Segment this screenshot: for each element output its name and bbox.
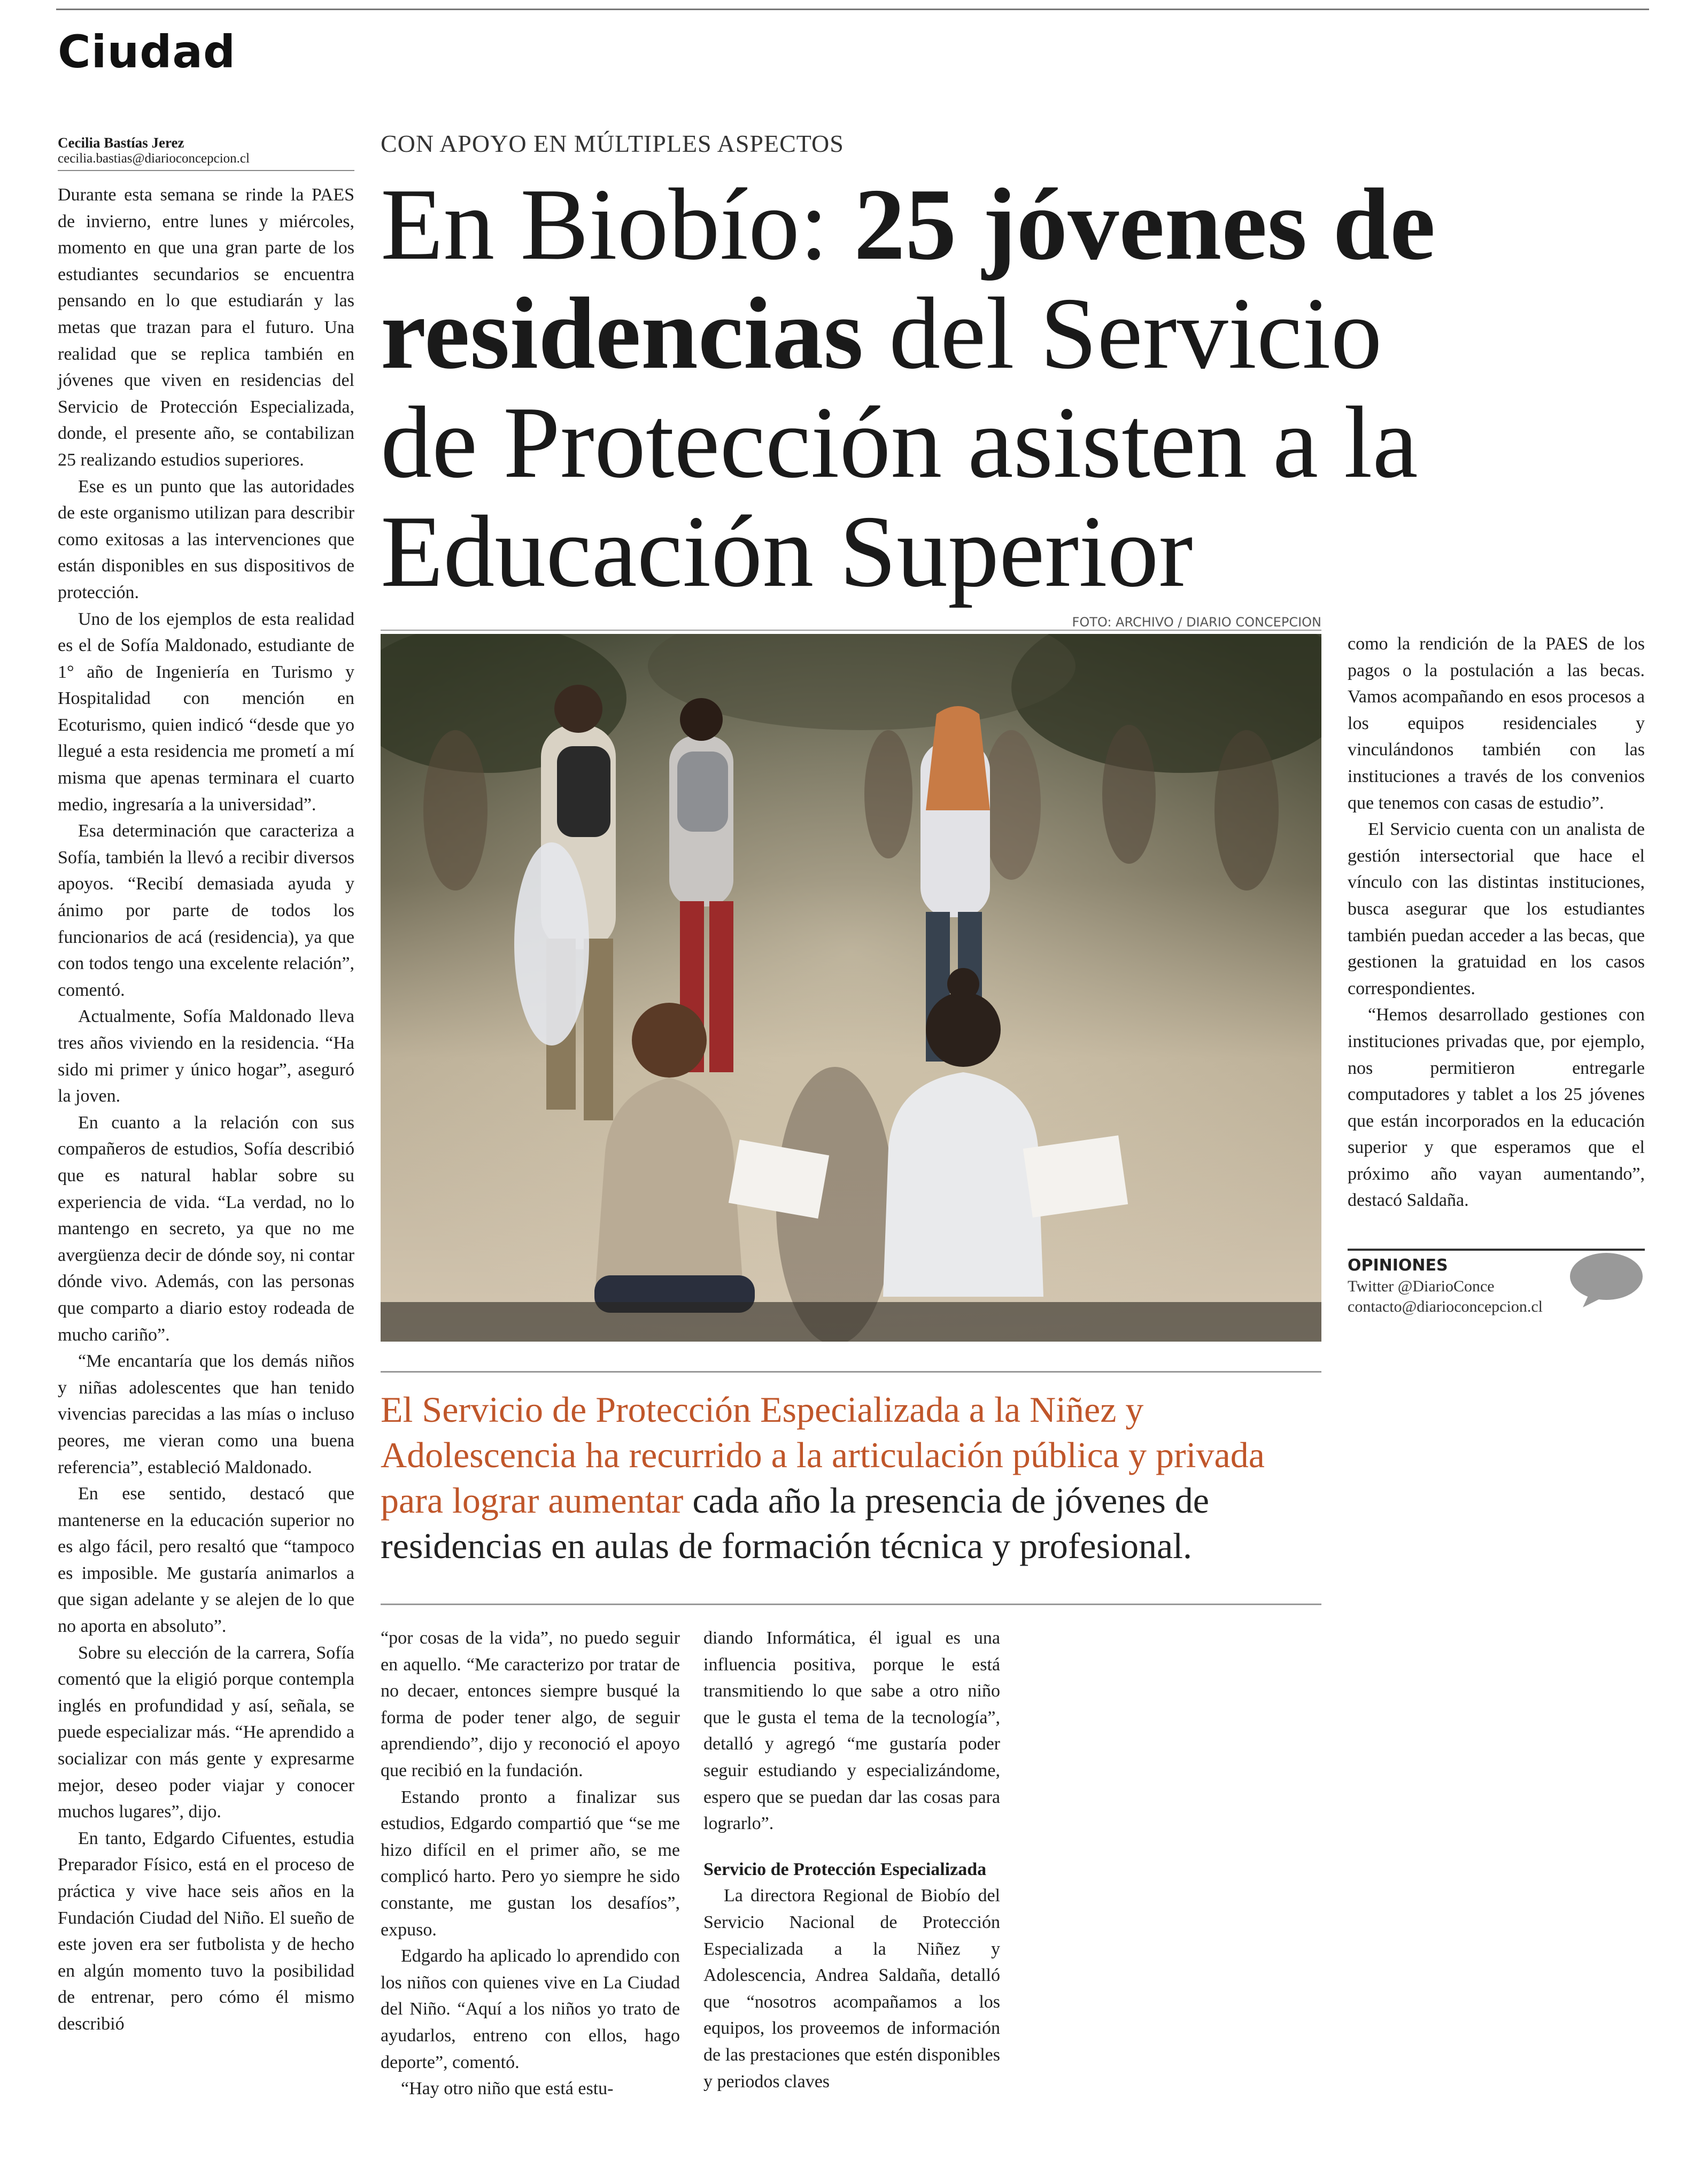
article-column-mid-1 bbox=[381, 1625, 680, 2102]
pullquote-rest: cada año la presencia de jóvenes de residencias en aulas de formación técnica y profesional. bbox=[381, 1480, 1209, 1566]
paragraph: El Servicio cuenta con un analista de gestión intersectorial que hace el vínculo con las distintas instituciones, busca asegurar que los estudiantes también puedan acceder a las becas, que gestionen la gratuidad en los casos correspondientes. bbox=[1348, 819, 1645, 998]
article-column-left bbox=[58, 182, 354, 2038]
paragraph: “Hemos desarrollado gestiones con instituciones privadas que, por ejemplo, nos permitieron entregarle computadores y tablet a los 25 jóvenes que están incorporados en la educación superior y que esperamos que el próximo año vayan aumentando”, destacó Saldaña. bbox=[1348, 1005, 1645, 1211]
pullquote bbox=[381, 1387, 1321, 1569]
paragraph: Esa determinación que caracteriza a Sofía, también la llevó a recibir diversos apoyos. “Recibí demasiada ayuda y ánimo por parte de todos los funcionarios de acá (residencia), ya que con todos tengo una excelente relación”, comentó. bbox=[58, 821, 354, 1000]
article-headline bbox=[381, 167, 1444, 608]
headline-part-2: del Servicio de Protección asisten a la Educación Superior bbox=[381, 276, 1418, 608]
paragraph: Ese es un punto que las autoridades de este organismo utilizan para describir como exitosas a las intervenciones que están disponibles en sus dispositivos de protección. bbox=[58, 476, 354, 602]
paragraph: Edgardo ha aplicado lo aprendido con los niños con quienes vive en La Ciudad del Niño. “Aquí a los niños yo trato de ayudarlos, entreno con ellos, hago deporte”, comentó. bbox=[381, 1946, 680, 2072]
paragraph: En ese sentido, destacó que mantenerse en la educación superior no es algo fácil, pero resaltó que “tampoco es imposible. Me gustaría animarlos a que sigan adelante y se alejen de lo que no aporta en absoluto”. bbox=[58, 1484, 354, 1637]
article-subhead: Servicio de Protección Especializada bbox=[703, 1859, 987, 1879]
headline-part-1: En Biobío: bbox=[381, 167, 854, 281]
paragraph: Durante esta semana se rinde la PAES de invierno, entre lunes y miércoles, momento en que una gran parte de los estudiantes secundarios se encuentra pensando en lo que estudiarán y las metas que trazan para el futuro. Una realidad que se replica también en jóvenes que viven en residencias del Servicio de Protección Especializada, donde, el presente año, se contabilizan 25 realizando estudios superiores. bbox=[58, 185, 354, 470]
pullquote-bottom-rule bbox=[381, 1604, 1321, 1605]
section-title: Ciudad bbox=[58, 26, 236, 78]
paragraph: La directora Regional de Biobío del Servicio Nacional de Protección Especializada a la Niñez y Adolescencia, Andrea Saldaña, detalló que “nosotros acompañamos a los equipos, los proveemos de información de las prestaciones que estén disponibles y periodos claves bbox=[703, 1886, 1000, 2092]
paragraph: En tanto, Edgardo Cifuentes, estudia Preparador Físico, está en el proceso de práctica y vive hace seis años en la Fundación Ciudad del Niño. El sueño de este joven era ser futbolista y de hecho en algún momento tuvo la posibilidad de entrenar, pero cómo él mismo describió bbox=[58, 1828, 354, 2034]
opinions-email[interactable]: contacto@diarioconcepcion.cl bbox=[1348, 1298, 1543, 1315]
photo-divider bbox=[381, 630, 1321, 631]
pullquote-accent: El Servicio de Protección Especializada a la Niñez y Adolescencia ha recurrido a la articulación pública y privada para lograr aumentar bbox=[381, 1389, 1265, 1521]
byline-divider bbox=[58, 170, 354, 171]
paragraph: diando Informática, él igual es una influencia positiva, porque le está transmitiendo lo que sabe a otro niño que le gusta el tema de la tecnología”, detalló y agregó “me gustaría poder seguir estudiando y especializándome, espero que se puedan dar las cosas para lograrlo”. bbox=[703, 1628, 1000, 1834]
byline bbox=[58, 135, 354, 167]
headline-bold: 25 jóvenes de residencias bbox=[381, 167, 1436, 390]
paragraph: “Me encantaría que los demás niños y niñas adolescentes que han tenido vivencias parecidas a las mías o incluso peores, me vieran como una buena referencia”, estableció Maldonado. bbox=[58, 1351, 354, 1477]
opinions-title: OPINIONES bbox=[1348, 1256, 1448, 1275]
photo-credit: FOTO: ARCHIVO / DIARIO CONCEPCION bbox=[1072, 615, 1321, 630]
top-rule bbox=[56, 9, 1649, 10]
paragraph: Estando pronto a finalizar sus estudios, Edgardo compartió que “se me hizo difícil en el primer año, se me complicó harto. Pero yo siempre he sido constante, me gustan los desafíos”, expuso. bbox=[381, 1787, 680, 1940]
paragraph: Sobre su elección de la carrera, Sofía comentó que la eligió porque contempla inglés en profundidad y así, señala, se puede especializar más. “He aprendido a socializar con más gente y expresarme mejor, deseo poder viajar y conocer muchos lugares”, dijo. bbox=[58, 1643, 354, 1822]
paragraph: “por cosas de la vida”, no puedo seguir en aquello. “Me caracterizo por tratar de no decaer, entonces siempre busqué la forma de poder tener algo, de seguir aprendiendo”, dijo y reconoció el apoyo que recibió en la fundación. bbox=[381, 1628, 680, 1780]
opinions-twitter[interactable]: Twitter @DiarioConce bbox=[1348, 1277, 1495, 1295]
author-name: Cecilia Bastías Jerez bbox=[58, 135, 184, 151]
paragraph: En cuanto a la relación con sus compañeros de estudios, Sofía describió que es natural hablar sobre su experiencia de vida. “La verdad, no lo mantengo en secreto, ya que no me avergüenza decir de dónde soy, ni contar dónde vivo. Además, con las personas que comparto a diario estoy rodeada de mucho cariño”. bbox=[58, 1112, 354, 1345]
article-kicker: CON APOYO EN MÚLTIPLES ASPECTOS bbox=[381, 130, 844, 157]
article-photo bbox=[381, 634, 1321, 1342]
article-column-right bbox=[1348, 631, 1645, 1214]
pullquote-top-rule bbox=[381, 1371, 1321, 1373]
speech-bubble-icon bbox=[1568, 1251, 1645, 1310]
article-column-mid-2 bbox=[703, 1625, 1000, 2095]
author-email[interactable]: cecilia.bastias@diarioconcepcion.cl bbox=[58, 151, 250, 166]
paragraph: “Hay otro niño que está estu- bbox=[401, 2079, 614, 2099]
paragraph: como la rendición de la PAES de los pagos o la postulación a las becas. Vamos acompañando en esos procesos a los equipos residenciales y vinculándonos también con las instituciones a través de los convenios que tenemos con casas de estudio”. bbox=[1348, 634, 1645, 813]
paragraph: Actualmente, Sofía Maldonado lleva tres años viviendo en la residencia. “Ha sido mi primer y único hogar”, aseguró la joven. bbox=[58, 1006, 354, 1106]
paragraph: Uno de los ejemplos de esta realidad es el de Sofía Maldonado, estudiante de 1° año de Ingeniería en Turismo y Hospitalidad con mención en Ecoturismo, quien indicó “desde que yo llegué a esta residencia me prometí a mí misma que apenas terminara el cuarto medio, ingresaría a la universidad”. bbox=[58, 609, 354, 815]
